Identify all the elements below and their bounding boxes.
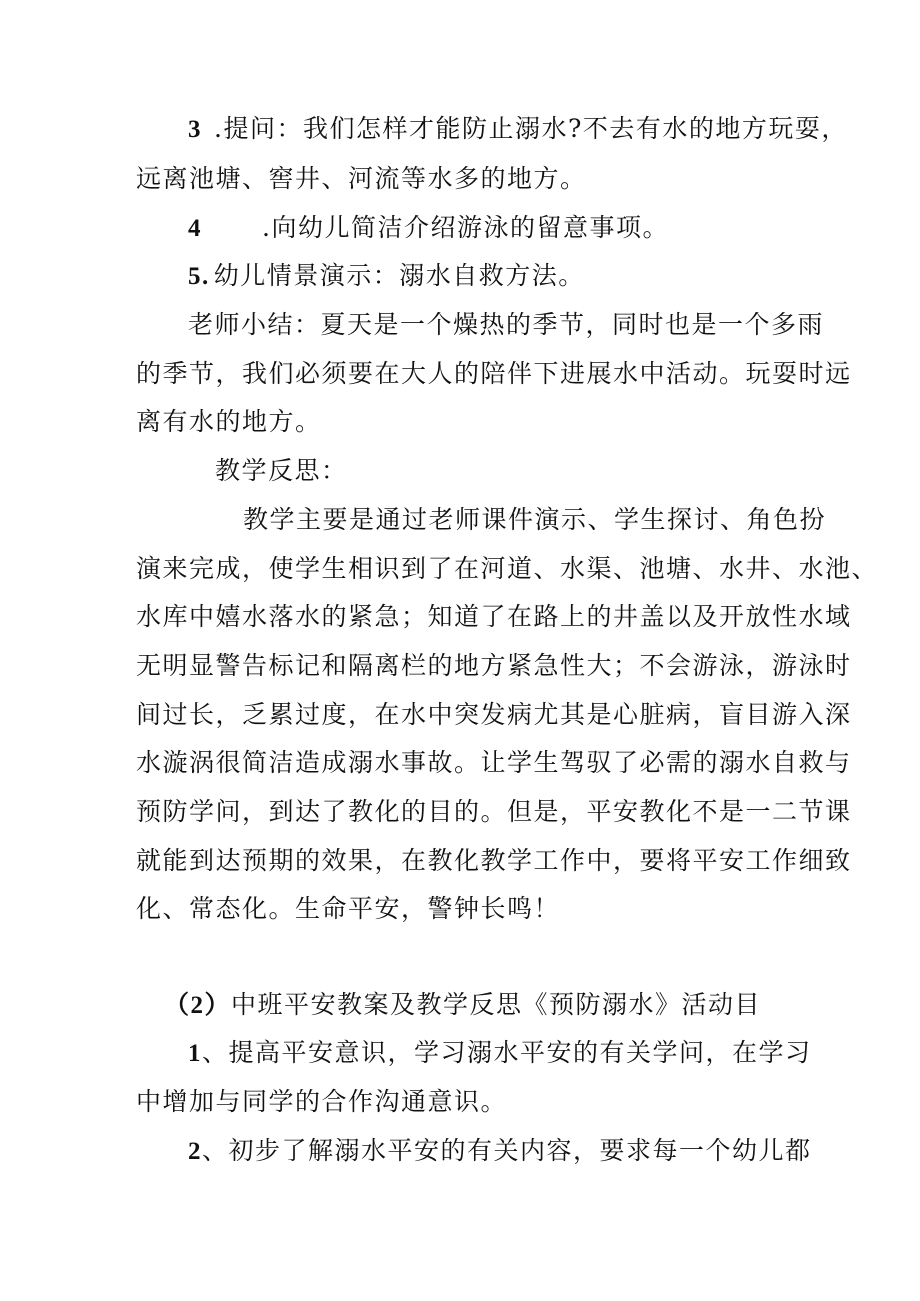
paragraph-line: [243, 503, 826, 537]
paragraph-line: [136, 162, 587, 196]
paragraph-text: 远离池塘、窖井、河流等水多的地方。: [136, 164, 587, 193]
paragraph-line: [136, 405, 322, 439]
paragraph-text: 的季节，我们必须要在大人的陪伴下进展水中活动。玩耍时远: [136, 359, 852, 388]
item-5-line: [188, 259, 585, 294]
section-heading-text: 中班平安教案及教学反思《预防溺水》活动目: [231, 990, 762, 1019]
paragraph-line: [136, 357, 852, 391]
paragraph-text: 间过长，乏累过度，在水中突发病尤其是心脏病，盲目游入深: [136, 700, 852, 729]
paragraph-line: [136, 552, 878, 586]
item-number: 1: [188, 1040, 202, 1067]
paragraph-text: 水漩涡很简洁造成溺水事故。让学生驾驭了必需的溺水自救与: [136, 748, 852, 777]
paragraph-line: [136, 1085, 507, 1119]
paragraph-text: 、提高平安意识，学习溺水平安的有关学问，在学习: [202, 1038, 812, 1067]
paragraph-line: [136, 844, 852, 878]
paragraph-line: [136, 892, 560, 926]
paragraph-text: 中增加与同学的合作沟通意识。: [136, 1087, 508, 1116]
item-2-line: [188, 1134, 812, 1169]
paragraph-text: 离有水的地方。: [136, 407, 322, 436]
section-heading: [215, 454, 348, 488]
item-1-line: [188, 1036, 812, 1071]
item-number: 4: [188, 215, 202, 242]
section-heading-text: 教学反思：: [215, 456, 348, 485]
paragraph-line: [136, 795, 852, 829]
paragraph-text: 水库中嬉水落水的紧急；知道了在路上的井盖以及开放性水域: [136, 602, 852, 631]
paragraph-text: 化、常态化。生命平安，警钟长鸣！: [136, 894, 561, 923]
paragraph-text: 老师小结：夏天是一个燥热的季节，同时也是一个多雨: [188, 310, 825, 339]
item-4-line: [188, 211, 669, 246]
item-number: 2: [188, 1138, 202, 1165]
item-number: 3: [188, 116, 202, 143]
paragraph-text: 幼儿情景演示：溺水自救方法。: [213, 261, 585, 290]
item-3-line: [188, 112, 848, 147]
paragraph-line: [136, 649, 852, 683]
paragraph-line: [136, 698, 852, 732]
paragraph-line: [136, 600, 852, 634]
item-number: 5.: [188, 263, 210, 290]
section-2-heading: [164, 988, 761, 1023]
paragraph-text: 演来完成，使学生相识到了在河道、水渠、池塘、水井、水池、: [136, 554, 879, 583]
paragraph-text: .提问：我们怎样才能防止溺水?不去有水的地方玩耍，: [214, 114, 848, 143]
paragraph-line: [136, 746, 852, 780]
paragraph-text: 就能到达预期的效果，在教化教学工作中，要将平安工作细致: [136, 846, 852, 875]
section-number: （2）: [164, 992, 232, 1019]
teacher-summary-line: [188, 308, 824, 342]
paragraph-text: 、初步了解溺水平安的有关内容，要求每一个幼儿都: [202, 1136, 812, 1165]
paragraph-text: 教学主要是通过老师课件演示、学生探讨、角色扮: [243, 505, 827, 534]
paragraph-text: .向幼儿简洁介绍游泳的留意事项。: [262, 213, 669, 242]
paragraph-text: 预防学问，到达了教化的目的。但是，平安教化不是一二节课: [136, 797, 852, 826]
paragraph-text: 无明显警告标记和隔离栏的地方紧急性大；不会游泳，游泳时: [136, 651, 852, 680]
